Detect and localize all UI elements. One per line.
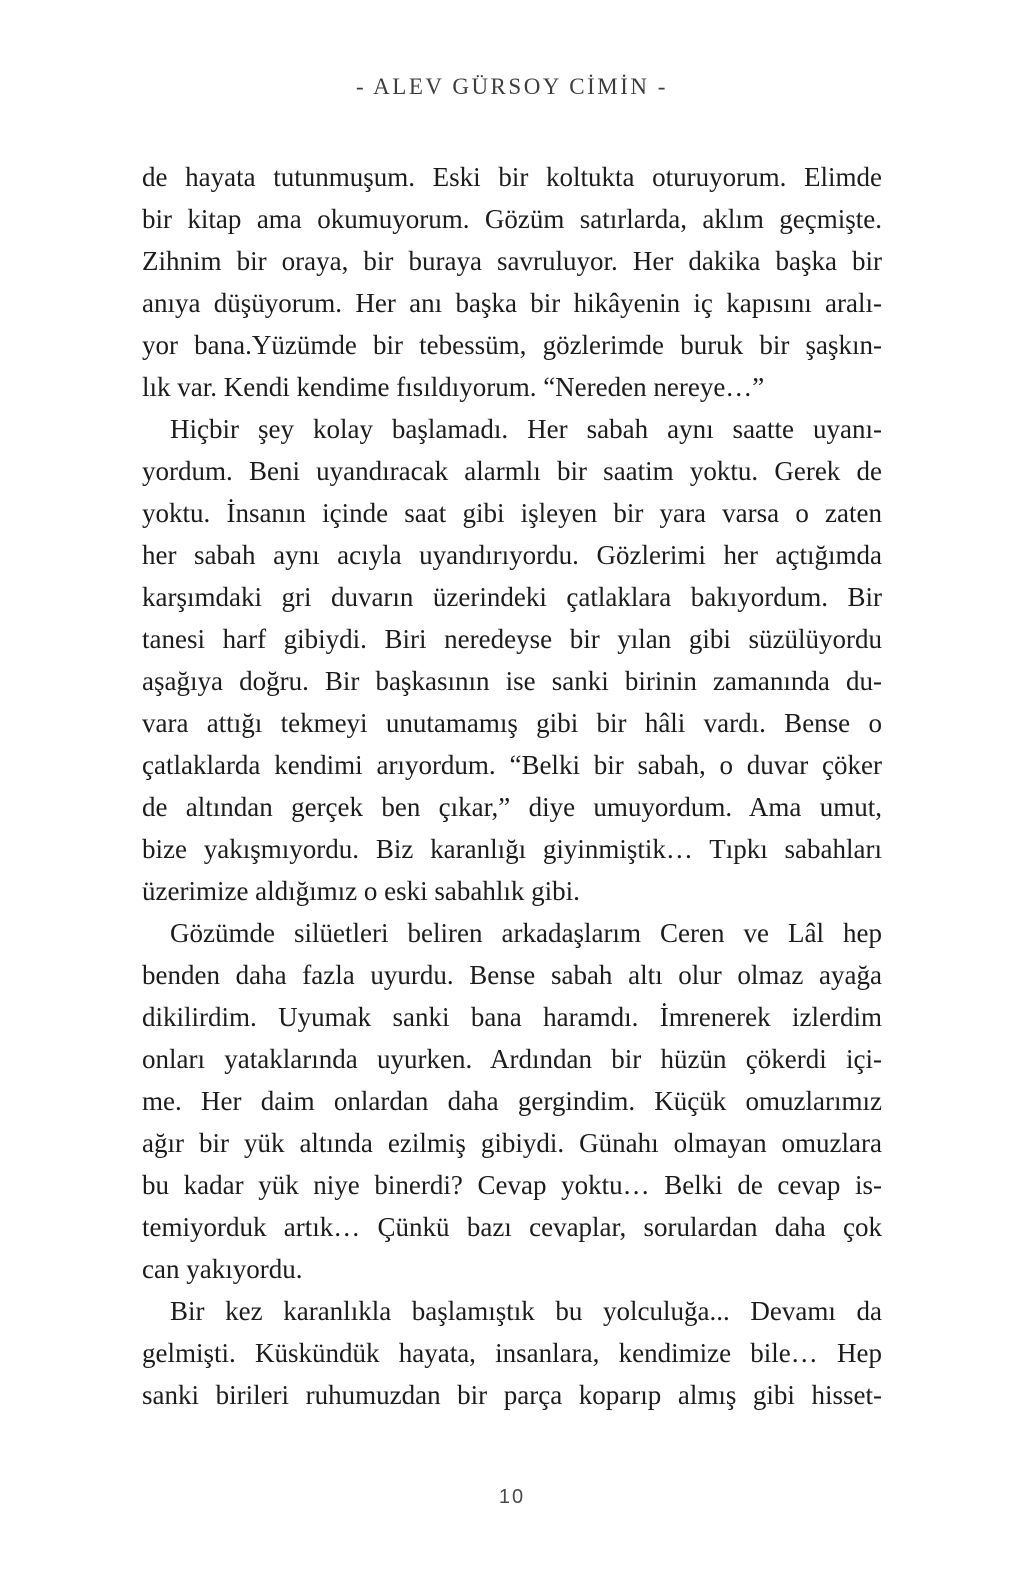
text-line: dikilirdim. Uyumak sanki bana haramdı. İmrenerek izlerdim	[142, 1002, 882, 1032]
text-line: vara attığı tekmeyi unutamamış gibi bir hâli vardı. Bense o	[142, 708, 882, 738]
text-line: yordum. Beni uyandıracak alarmlı bir saatim yoktu. Gerek de	[142, 456, 882, 486]
text-line: bu kadar yük niye binerdi? Cevap yoktu… Belki de cevap is-	[142, 1170, 882, 1200]
text-line: de altından gerçek ben çıkar,” diye umuyordum. Ama umut,	[142, 792, 882, 822]
text-line: de hayata tutunmuşum. Eski bir koltukta oturuyorum. Elimde	[142, 162, 882, 192]
text-line: ağır bir yük altında ezilmiş gibiydi. Günahı olmayan omuzlara	[142, 1128, 882, 1158]
text-line: bize yakışmıyordu. Biz karanlığı giyinmiştik… Tıpkı sabahları	[142, 834, 882, 864]
text-line: temiyorduk artık… Çünkü bazı cevaplar, sorulardan daha çok	[142, 1212, 882, 1242]
body-text-block	[142, 156, 882, 1416]
text-line: üzerimize aldığımız o eski sabahlık gibi.	[142, 876, 580, 906]
text-line: karşımdaki gri duvarın üzerindeki çatlaklara bakıyordum. Bir	[142, 582, 882, 612]
text-line: tanesi harf gibiydi. Biri neredeyse bir yılan gibi süzülüyordu	[142, 624, 882, 654]
text-line: yoktu. İnsanın içinde saat gibi işleyen bir yara varsa o zaten	[142, 498, 882, 528]
running-header-author: - ALEV GÜRSOY CİMİN -	[356, 74, 668, 99]
text-line: aşağıya doğru. Bir başkasının ise sanki birinin zamanında du-	[142, 666, 882, 696]
page-number: 10	[498, 1486, 526, 1508]
text-line: sanki birileri ruhumuzdan bir parça koparıp almış gibi hisset-	[142, 1380, 882, 1410]
text-line: yor bana.Yüzümde bir tebessüm, gözlerimde buruk bir şaşkın-	[142, 330, 882, 360]
text-line: bir kitap ama okumuyorum. Gözüm satırlarda, aklım geçmişte.	[142, 204, 882, 234]
text-line: me. Her daim onlardan daha gergindim. Küçük omuzlarımız	[142, 1086, 882, 1116]
text-line: çatlaklarda kendimi arıyordum. “Belki bir sabah, o duvar çöker	[142, 750, 882, 780]
text-line: benden daha fazla uyurdu. Bense sabah altı olur olmaz ayağa	[142, 960, 882, 990]
text-line: can yakıyordu.	[142, 1254, 303, 1284]
text-line: gelmişti. Küskündük hayata, insanlara, kendimize bile… Hep	[142, 1338, 882, 1368]
text-line: her sabah aynı acıyla uyandırıyordu. Gözlerimi her açtığımda	[142, 540, 882, 570]
text-line: anıya düşüyorum. Her anı başka bir hikâyenin iç kapısını aralı-	[142, 288, 882, 318]
text-line: Gözümde silüetleri beliren arkadaşlarım Ceren ve Lâl hep	[170, 918, 882, 948]
text-line: Hiçbir şey kolay başlamadı. Her sabah aynı saatte uyanı-	[170, 414, 882, 444]
text-line: Zihnim bir oraya, bir buraya savruluyor. Her dakika başka bir	[142, 246, 882, 276]
text-line: Bir kez karanlıkla başlamıştık bu yolculuğa... Devamı da	[170, 1296, 882, 1326]
text-line: lık var. Kendi kendime fısıldıyorum. “Nereden nereye…”	[142, 372, 765, 402]
text-line: onları yataklarında uyurken. Ardından bir hüzün çökerdi içi-	[142, 1044, 882, 1074]
